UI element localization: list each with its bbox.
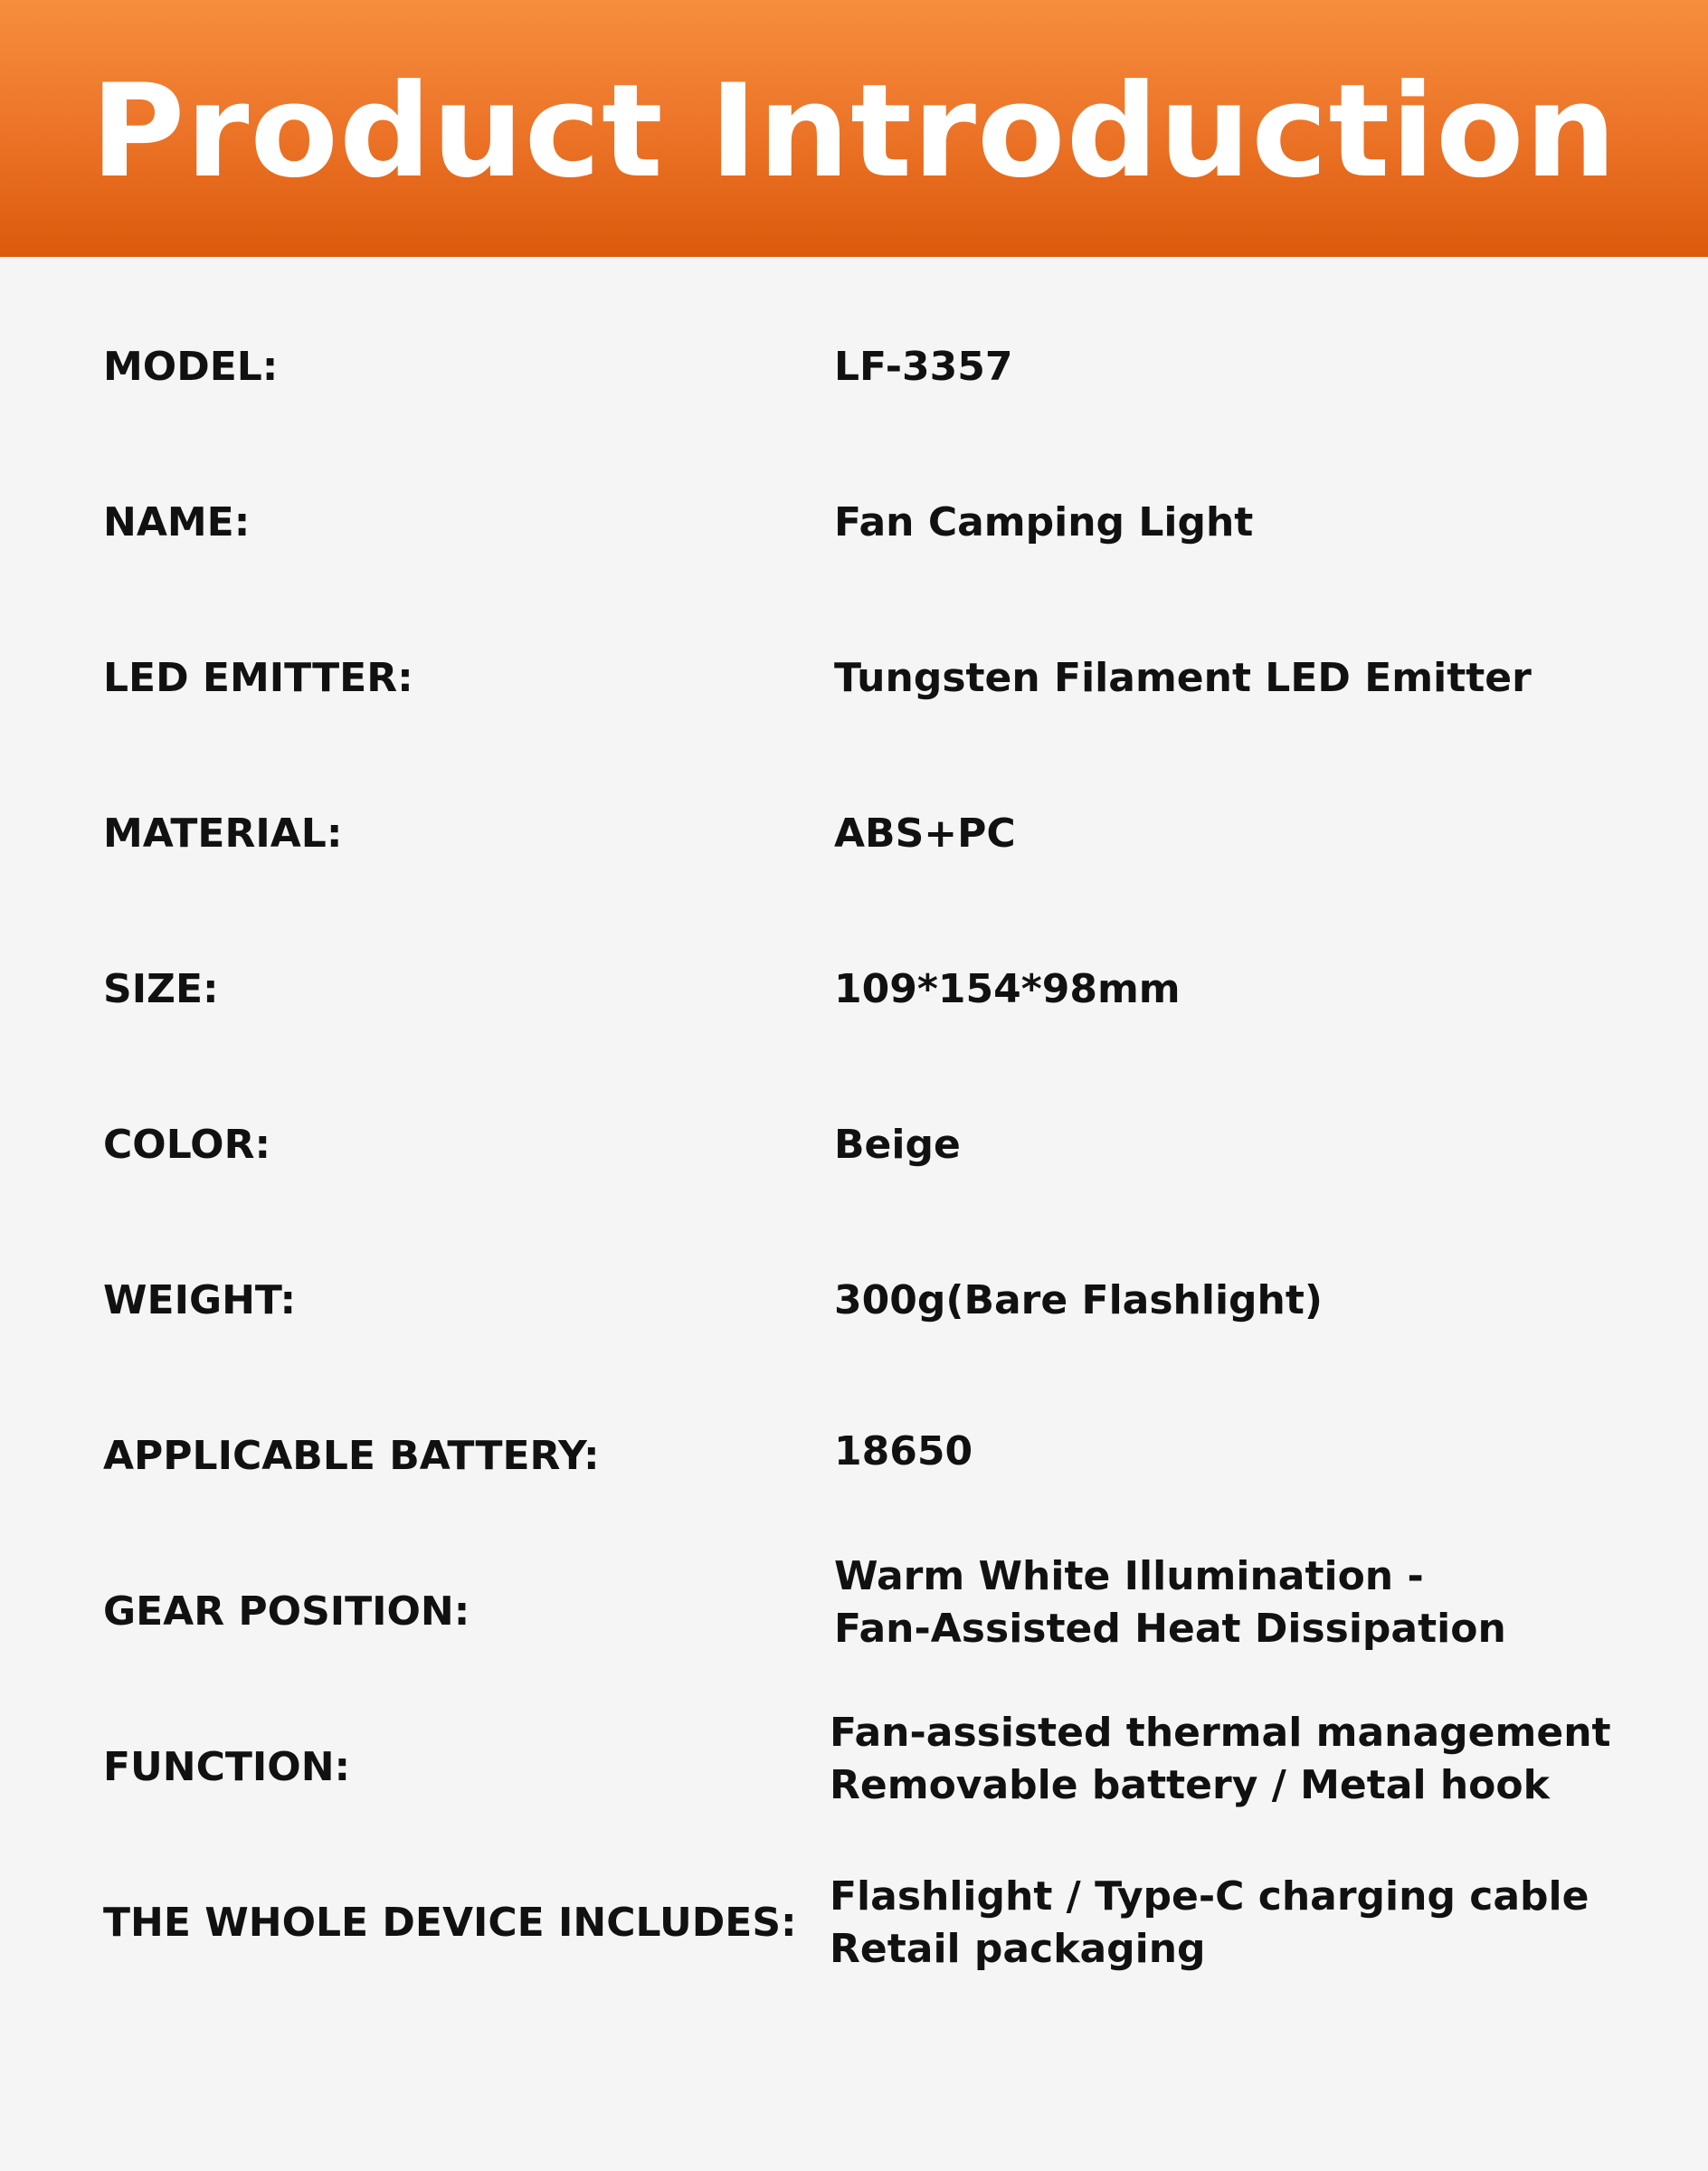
spec-value-color <box>834 1119 961 1171</box>
spec-value-line: Warm White Illumination - <box>834 1553 1424 1599</box>
spec-value-name <box>834 497 1253 549</box>
spec-value-line: Tungsten Filament LED Emitter <box>834 655 1532 701</box>
spec-value-line: Retail packaging <box>830 1926 1206 1972</box>
spec-value-line: LF-3357 <box>834 344 1013 390</box>
spec-label-size: SIZE: <box>103 966 219 1012</box>
spec-label-weight: WEIGHT: <box>103 1277 297 1323</box>
spec-value-line: Fan Camping Light <box>834 499 1254 545</box>
spec-value-model <box>834 341 1012 393</box>
header-banner <box>0 0 1708 257</box>
spec-value-material <box>834 808 1016 860</box>
spec-label-led-emitter: LED EMITTER: <box>103 655 413 701</box>
spec-value-led-emitter <box>834 652 1532 705</box>
spec-label-whole-device-includes: THE WHOLE DEVICE INCLUDES: <box>103 1900 797 1946</box>
spec-value-gear-position <box>834 1550 1506 1655</box>
spec-value-line: Fan-assisted thermal management <box>830 1710 1611 1756</box>
spec-label-material: MATERIAL: <box>103 811 343 857</box>
spec-value-line: Fan-Assisted Heat Dissipation <box>834 1606 1506 1652</box>
spec-label-gear-position: GEAR POSITION: <box>103 1588 470 1635</box>
page-title: Product Introduction <box>90 57 1618 206</box>
spec-label-name: NAME: <box>103 499 251 545</box>
spec-value-line: ABS+PC <box>834 811 1016 857</box>
spec-value-line: 109*154*98mm <box>834 966 1181 1012</box>
spec-value-line: Flashlight / Type-C charging cable <box>830 1873 1589 1920</box>
spec-label-color: COLOR: <box>103 1122 271 1168</box>
spec-value-line: Removable battery / Metal hook <box>830 1762 1550 1808</box>
spec-value-line: 18650 <box>834 1428 973 1474</box>
spec-label-model: MODEL: <box>103 344 279 390</box>
spec-value-weight <box>834 1275 1323 1327</box>
spec-value-line: Beige <box>834 1122 961 1168</box>
spec-label-applicable-battery: APPLICABLE BATTERY: <box>103 1433 600 1479</box>
spec-value-applicable-battery <box>834 1426 973 1478</box>
spec-value-function <box>830 1707 1611 1812</box>
spec-value-whole-device-includes <box>830 1871 1589 1976</box>
spec-table <box>0 257 1708 2171</box>
spec-value-line: 300g(Bare Flashlight) <box>834 1277 1324 1323</box>
spec-value-size <box>834 963 1181 1016</box>
spec-label-function: FUNCTION: <box>103 1744 351 1790</box>
